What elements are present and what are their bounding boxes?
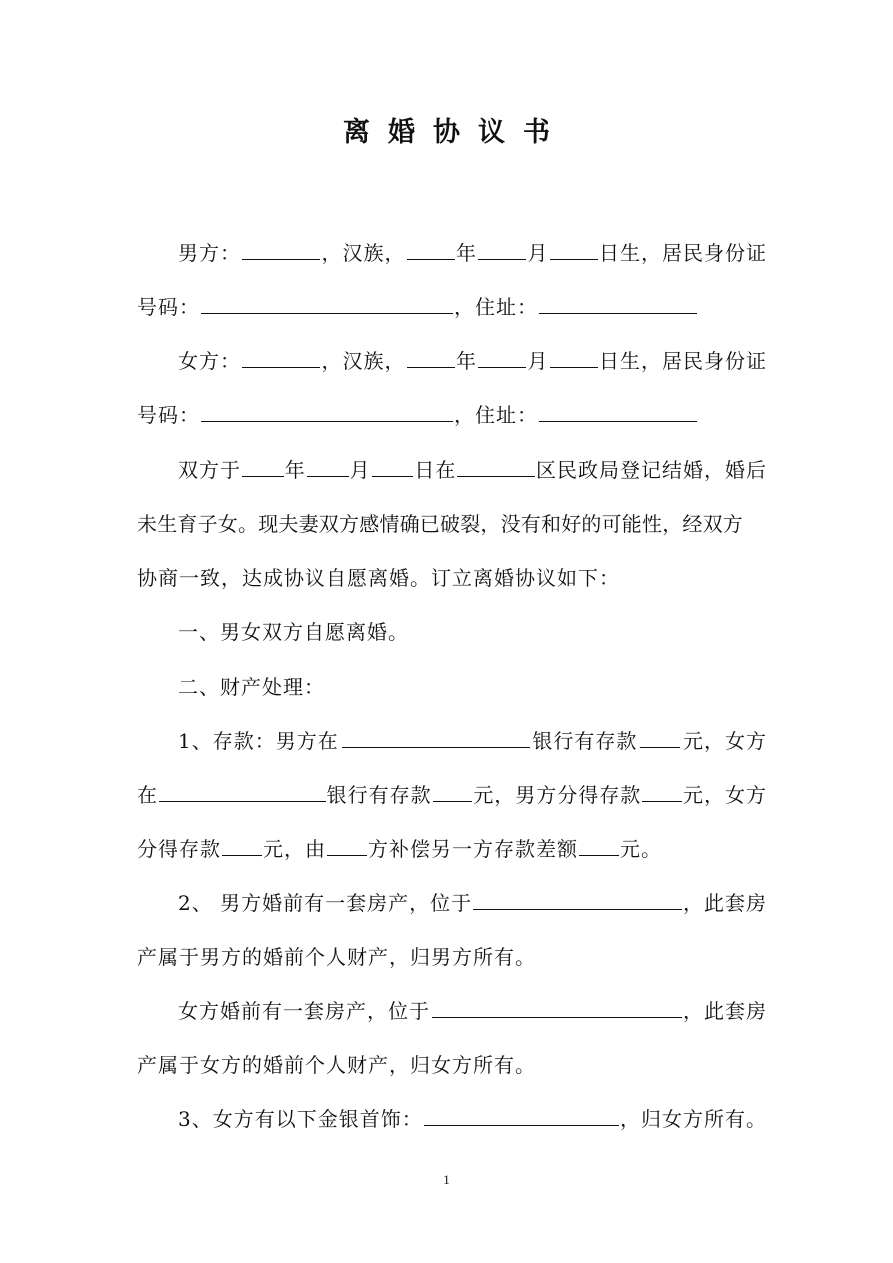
fill-blank bbox=[407, 366, 455, 368]
woman-info-line-1 bbox=[178, 346, 767, 376]
text: 区民政局登记结婚，婚后 bbox=[536, 458, 768, 482]
woman-info-line-2 bbox=[137, 400, 767, 430]
fill-blank bbox=[642, 800, 682, 802]
text: 元，女方 bbox=[682, 729, 767, 753]
fill-blank bbox=[539, 312, 697, 314]
text: 日生，居民身份证 bbox=[599, 241, 767, 265]
text: 2、 男方婚前有一套房产，位于 bbox=[178, 891, 473, 915]
text: 月 bbox=[349, 458, 371, 482]
text: ，住址： bbox=[454, 403, 538, 427]
text: 年 bbox=[456, 241, 477, 265]
fill-blank bbox=[407, 258, 455, 260]
fill-blank bbox=[550, 258, 598, 260]
text: 3、女方有以下金银首饰： bbox=[178, 1107, 423, 1131]
text: 男方： bbox=[178, 241, 241, 265]
text: 年 bbox=[284, 458, 306, 482]
fill-blank bbox=[457, 475, 535, 477]
text: 月 bbox=[527, 241, 549, 265]
text: 1、存款：男方在 bbox=[178, 729, 339, 753]
deposit-line-2 bbox=[137, 780, 767, 810]
text: ，汉族， bbox=[321, 241, 406, 265]
fill-blank bbox=[159, 800, 326, 802]
fill-blank bbox=[478, 258, 526, 260]
text: 日在 bbox=[414, 458, 457, 482]
house-male-line-1 bbox=[178, 888, 767, 918]
fill-blank bbox=[550, 366, 598, 368]
text: ，此套房 bbox=[683, 999, 767, 1023]
fill-blank bbox=[242, 475, 284, 477]
house-female-line-2: 产属于女方的婚前个人财产，归女方所有。 bbox=[137, 1053, 536, 1077]
fill-blank bbox=[473, 908, 682, 910]
text: 双方于 bbox=[178, 458, 241, 482]
text: ，汉族， bbox=[321, 349, 406, 373]
page-number: 1 bbox=[443, 1172, 450, 1187]
fill-blank bbox=[201, 312, 453, 314]
text: 银行有存款 bbox=[532, 729, 638, 753]
text: 女方婚前有一套房产，位于 bbox=[178, 999, 430, 1023]
man-info-line-2 bbox=[137, 292, 767, 322]
fill-blank bbox=[327, 854, 367, 856]
house-male-line-2: 产属于男方的婚前个人财产，归男方所有。 bbox=[137, 945, 536, 969]
text: 元，男方分得存款 bbox=[473, 783, 642, 807]
text: ，归女方所有。 bbox=[620, 1107, 767, 1131]
marriage-line-1 bbox=[178, 455, 767, 485]
text: 女方： bbox=[178, 349, 241, 373]
text: 银行有存款 bbox=[326, 783, 432, 807]
text: 号码： bbox=[137, 403, 200, 427]
text: 元，由 bbox=[263, 837, 326, 861]
fill-blank bbox=[478, 366, 526, 368]
fill-blank bbox=[222, 854, 262, 856]
text: 月 bbox=[527, 349, 549, 373]
fill-blank bbox=[307, 475, 349, 477]
fill-blank bbox=[201, 420, 453, 422]
deposit-line-3 bbox=[137, 834, 767, 864]
text: 在 bbox=[137, 783, 158, 807]
text: 日生，居民身份证 bbox=[599, 349, 767, 373]
man-info-line-1 bbox=[178, 238, 767, 268]
text: 方补偿另一方存款差额 bbox=[368, 837, 578, 861]
document-title: 离婚协议书 bbox=[343, 117, 568, 148]
fill-blank bbox=[432, 1016, 682, 1018]
text: 分得存款 bbox=[137, 837, 221, 861]
text: 元。 bbox=[620, 837, 662, 861]
fill-blank bbox=[579, 854, 619, 856]
marriage-line-2: 未生育子女。现夫妻双方感情确已破裂，没有和好的可能性，经双方 bbox=[137, 512, 743, 536]
fill-blank bbox=[242, 258, 320, 260]
fill-blank bbox=[640, 746, 680, 748]
text: ，住址： bbox=[454, 295, 538, 319]
deposit-line-1 bbox=[178, 726, 767, 756]
text: 号码： bbox=[137, 295, 200, 319]
fill-blank bbox=[539, 420, 697, 422]
fill-blank bbox=[424, 1124, 619, 1126]
clause-1: 一、男女双方自愿离婚。 bbox=[178, 620, 409, 644]
house-female-line-1 bbox=[178, 996, 767, 1026]
clause-2: 二、财产处理： bbox=[178, 675, 325, 699]
fill-blank bbox=[433, 800, 473, 802]
fill-blank bbox=[372, 475, 414, 477]
text: ，此套房 bbox=[683, 891, 767, 915]
text: 元，女方 bbox=[682, 783, 767, 807]
marriage-line-3: 协商一致，达成协议自愿离婚。订立离婚协议如下： bbox=[137, 566, 620, 590]
fill-blank bbox=[242, 366, 320, 368]
jewelry-line bbox=[178, 1104, 767, 1134]
fill-blank bbox=[342, 746, 530, 748]
text: 年 bbox=[456, 349, 477, 373]
